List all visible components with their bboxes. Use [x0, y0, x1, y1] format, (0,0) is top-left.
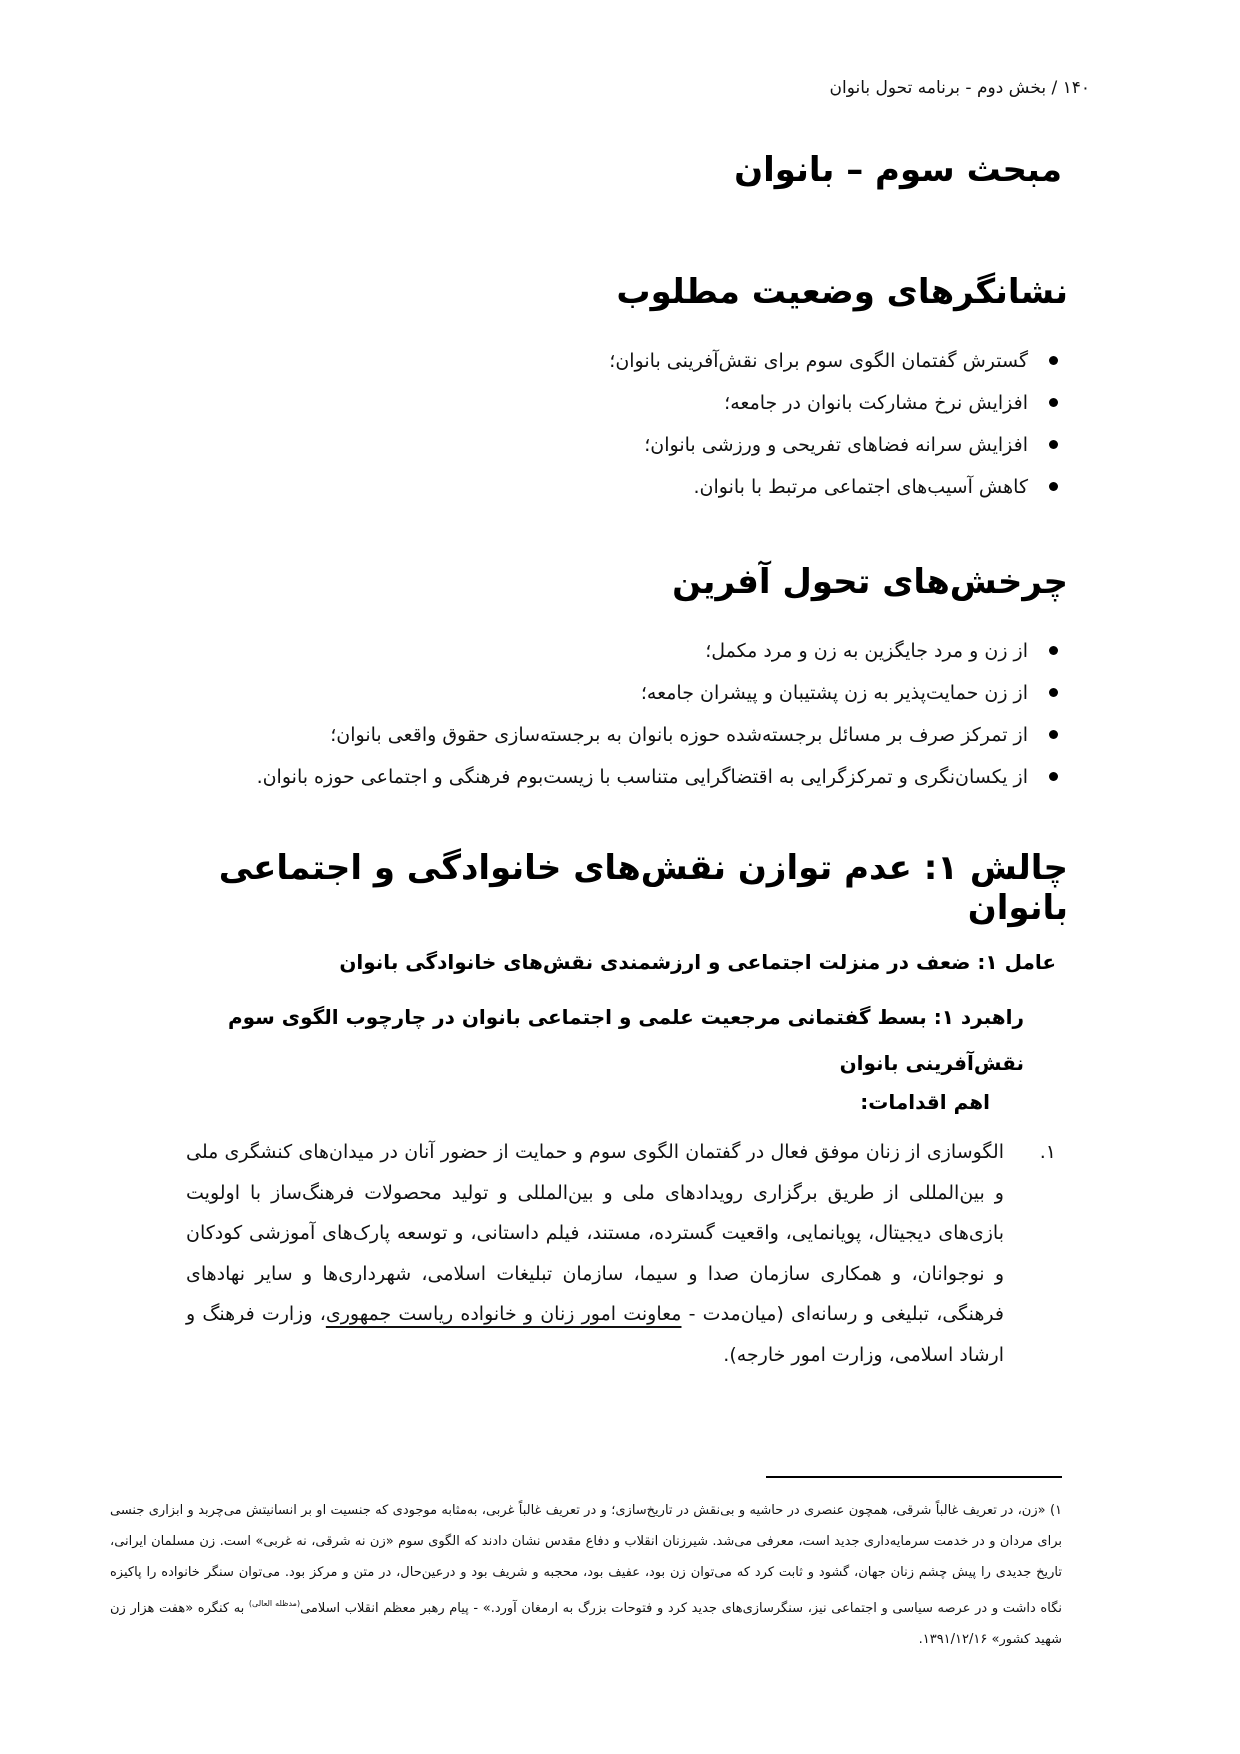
list-item-text: از زن حمایت‌پذیر به زن پشتیبان و پیشران جامعه؛: [640, 682, 1028, 704]
strategy-heading: راهبرد ۱: بسط گفتمانی مرجعیت علمی و اجتماعی بانوان در چارچوب الگوی سوم نقش‌آفرینی بانوان: [227, 1005, 1024, 1075]
shifts-heading: چرخش‌های تحول آفرین: [672, 562, 1068, 602]
footnote-marker: ۱): [1049, 1503, 1063, 1518]
footnote-text: «زن، در تعریف غالباً شرقی، همچون عنصری در حاشیه و بی‌نقش در تاریخ‌سازی؛ و در تعریف غالباً غربی، به‌مثابه موجودی که جنسیت او بر انسانیتش می‌چربد و ابزاری جنسی برای مردان و در خدمت سرمایه‌داری جدید است، معرفی می‌شد. شیرزنان انقلاب و دفاع مقدس نشان دادند که الگوی سوم «زن نه شرقی، نه غربی» است. زن مسلمان ایرانی، تاریخ جدیدی را پیش چشم زنان جهان، گشود و ثابت کرد که می‌توان زن بود، عفیف بود، محجبه و شریف بود و درعین‌حال، در متن و مرکز بود. می‌توان سنگر خانواده را پاکیزه نگاه داشت و در عرصه سیاسی و اجتماعی نیز، سنگرسازی‌های جدید کرد و فتوحات بزرگ به ارمغان آورد.» - پیام رهبر معظم انقلاب اسلامی: [110, 1503, 1062, 1616]
bullet-icon: [1049, 730, 1058, 739]
shifts-list: [64, 630, 1064, 798]
lead-agency: معاونت امور زنان و خانواده ریاست جمهوری: [325, 1303, 682, 1325]
bullet-icon: [1049, 440, 1058, 449]
footnote: [110, 1495, 1062, 1655]
footnote-superscript: (مدظله العالی): [248, 1599, 301, 1608]
bullet-icon: [1049, 398, 1058, 407]
list-item: [64, 424, 1064, 466]
indicators-list: [64, 340, 1064, 508]
bullet-icon: [1049, 646, 1058, 655]
list-item: [64, 382, 1064, 424]
challenge-heading: چالش ۱: عدم توازن نقش‌های خانوادگی و اجتماعی بانوان: [218, 848, 1068, 928]
actions-heading: اهم اقدامات:: [860, 1090, 990, 1114]
list-item-text: گسترش گفتمان الگوی سوم برای نقش‌آفرینی بانوان؛: [609, 350, 1028, 372]
list-item: [64, 466, 1064, 508]
footnote-text-tail: به کنگره «هفت هزار زن شهید کشور» ۱۳۹۱/۱۲/۱۶.: [110, 1601, 1062, 1647]
list-item: [64, 340, 1064, 382]
list-item-text: کاهش آسیب‌های اجتماعی مرتبط با بانوان.: [693, 476, 1028, 498]
list-item-text: افزایش سرانه فضاهای تفریحی و ورزشی بانوان؛: [644, 434, 1028, 456]
action-text-tail: ، وزارت فرهنگ و ارشاد اسلامی، وزارت امور خارجه).: [186, 1303, 1004, 1366]
list-item: [64, 630, 1064, 672]
list-item-text: از زن و مرد جایگزین به زن و مرد مکمل؛: [705, 640, 1028, 662]
list-item-text: از یکسان‌نگری و تمرکزگرایی به اقتضاگرایی متناسب با زیست‌بوم فرهنگی و اجتماعی حوزه بانوان.: [256, 766, 1028, 788]
list-item: [64, 756, 1064, 798]
bullet-icon: [1049, 688, 1058, 697]
action-item: [186, 1132, 1056, 1375]
factor-heading: عامل ۱: ضعف در منزلت اجتماعی و ارزشمندی نقش‌های خانوادگی بانوان: [339, 950, 1056, 974]
bullet-icon: [1049, 772, 1058, 781]
list-item: [64, 672, 1064, 714]
running-head: ۱۴۰ / بخش دوم - برنامه تحول بانوان: [829, 78, 1090, 98]
list-item: [64, 714, 1064, 756]
action-text-main: الگوسازی از زنان موفق فعال در گفتمان الگوی سوم و حمایت از حضور آنان در میدان‌های کنشگری ملی و بین‌المللی از طریق برگزاری رویدادهای ملی و بین‌المللی و تولید محصولات فرهنگ‌ساز با اولویت بازی‌های دیجیتال، پویانمایی، واقعیت گسترده، مستند، فیلم داستانی، و توسعه پارک‌های آموزشی کودکان و نوجوانان، و همکاری سازمان صدا و سیما، سازمان تبلیغات اسلامی، شهرداری‌ها و سایر نهادهای فرهنگی، تبلیغی و رسانه‌ای (میان‌مدت -: [186, 1141, 1004, 1325]
action-text: [186, 1132, 1004, 1375]
bullet-icon: [1049, 356, 1058, 365]
list-item-text: از تمرکز صرف بر مسائل برجسته‌شده حوزه بانوان به برجسته‌سازی حقوق واقعی بانوان؛: [330, 724, 1028, 746]
footnote-separator: [766, 1476, 1062, 1478]
action-number: ۱.: [1039, 1141, 1056, 1163]
bullet-icon: [1049, 482, 1058, 491]
indicators-heading: نشانگرهای وضعیت مطلوب: [616, 272, 1068, 312]
list-item-text: افزایش نرخ مشارکت بانوان در جامعه؛: [724, 392, 1028, 414]
section-title: مبحث سوم – بانوان: [734, 150, 1062, 190]
